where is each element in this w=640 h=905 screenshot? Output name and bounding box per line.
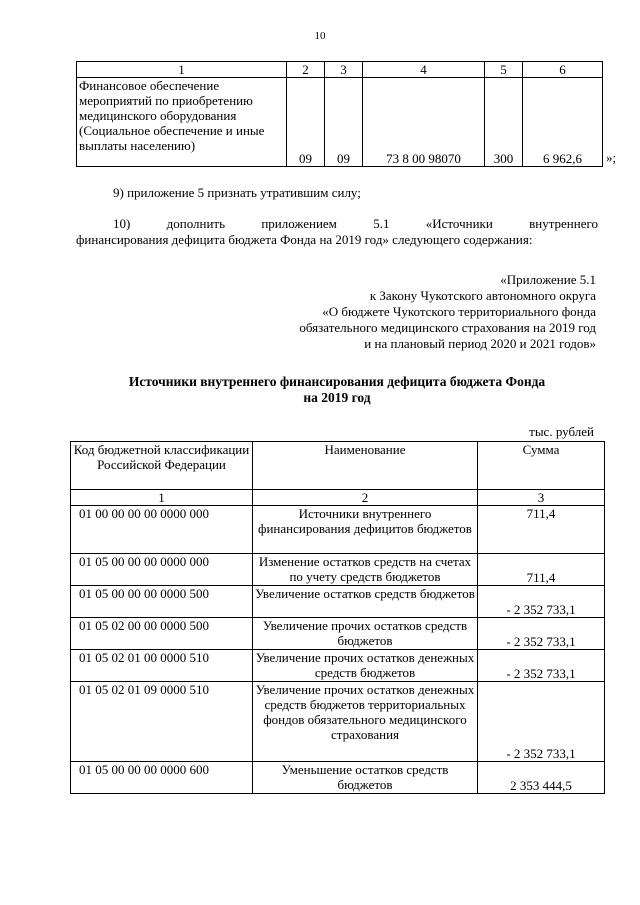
column-number: 4 <box>363 62 485 78</box>
column-number: 3 <box>478 490 605 506</box>
title-line: на 2019 год <box>303 390 371 405</box>
amount: - 2 352 733,1 <box>478 682 605 762</box>
amount: 6 962,6 <box>523 78 603 167</box>
amount: - 2 352 733,1 <box>478 618 605 650</box>
amount: - 2 352 733,1 <box>478 650 605 682</box>
header-amount: Сумма <box>478 442 605 490</box>
budget-code: 01 05 02 00 00 0000 500 <box>71 618 253 650</box>
budget-code: 01 05 02 01 00 0000 510 <box>71 650 253 682</box>
table-row <box>71 650 605 682</box>
column-number: 1 <box>71 490 253 506</box>
annex-line: «О бюджете Чукотского территориального фонда <box>322 304 596 319</box>
paragraph-item-10-line1: 10) дополнить приложением 5.1 «Источники внутреннего <box>113 216 598 231</box>
section-code: 09 <box>287 78 325 167</box>
amount: - 2 352 733,1 <box>478 586 605 618</box>
source-name: Изменение остатков средств на счетах по учету средств бюджетов <box>253 554 478 586</box>
source-name: Источники внутреннего финансирования дефицитов бюджетов <box>253 506 478 554</box>
table-row <box>71 682 605 762</box>
annex-line: и на плановый период 2020 и 2021 годов» <box>364 336 596 351</box>
paragraph-item-10 <box>76 216 598 248</box>
closing-quote: »; <box>606 150 617 165</box>
column-number: 3 <box>325 62 363 78</box>
header-name: Наименование <box>253 442 478 490</box>
table-row <box>77 78 603 167</box>
header-code: Код бюджетной классификации Российской Федерации <box>71 442 253 490</box>
source-name: Уменьшение остатков средств бюджетов <box>253 762 478 794</box>
units-label: тыс. рублей <box>529 424 594 439</box>
source-name: Увеличение прочих остатков денежных средств бюджетов <box>253 650 478 682</box>
source-name: Увеличение прочих остатков денежных средств бюджетов территориальных фондов обязательного медицинского страхования <box>253 682 478 762</box>
target-article-code: 73 8 00 98070 <box>363 78 485 167</box>
table-row <box>71 618 605 650</box>
budget-code: 01 05 00 00 00 0000 000 <box>71 554 253 586</box>
column-number: 1 <box>77 62 287 78</box>
table-header-row <box>71 442 605 490</box>
document-title <box>76 374 598 406</box>
expense-type-code: 300 <box>485 78 523 167</box>
annex-header <box>299 272 596 352</box>
budget-code: 01 05 02 01 09 0000 510 <box>71 682 253 762</box>
budget-allocation-table <box>76 61 603 167</box>
subsection-code: 09 <box>325 78 363 167</box>
paragraph-item-10-rest: финансирования дефицита бюджета Фонда на 2019 год» следующего содержания: <box>76 232 533 247</box>
source-name: Увеличение прочих остатков средств бюджетов <box>253 618 478 650</box>
column-number: 2 <box>253 490 478 506</box>
amount: 711,4 <box>478 506 605 554</box>
paragraph-item-9: 9) приложение 5 признать утратившим силу; <box>113 185 361 200</box>
expense-name: Финансовое обеспечение мероприятий по приобретению медицинского оборудования (Социальное обеспечение и иные выплаты населению) <box>77 78 287 167</box>
budget-code: 01 05 00 00 00 0000 600 <box>71 762 253 794</box>
annex-line: к Закону Чукотского автономного округа <box>369 288 596 303</box>
page-number: 10 <box>314 30 326 42</box>
table-row <box>71 586 605 618</box>
amount: 2 353 444,5 <box>478 762 605 794</box>
financing-sources-table <box>70 441 605 794</box>
budget-code: 01 00 00 00 00 0000 000 <box>71 506 253 554</box>
amount: 711,4 <box>478 554 605 586</box>
column-number: 6 <box>523 62 603 78</box>
title-line: Источники внутреннего финансирования дефицита бюджета Фонда <box>128 374 546 389</box>
table-row <box>71 554 605 586</box>
annex-line: обязательного медицинского страхования на 2019 год <box>299 320 596 335</box>
table-row <box>71 506 605 554</box>
table-row <box>71 762 605 794</box>
table-header-row <box>77 62 603 78</box>
column-numbers-row <box>71 490 605 506</box>
budget-code: 01 05 00 00 00 0000 500 <box>71 586 253 618</box>
annex-line: «Приложение 5.1 <box>500 272 596 287</box>
column-number: 2 <box>287 62 325 78</box>
source-name: Увеличение остатков средств бюджетов <box>253 586 478 618</box>
column-number: 5 <box>485 62 523 78</box>
